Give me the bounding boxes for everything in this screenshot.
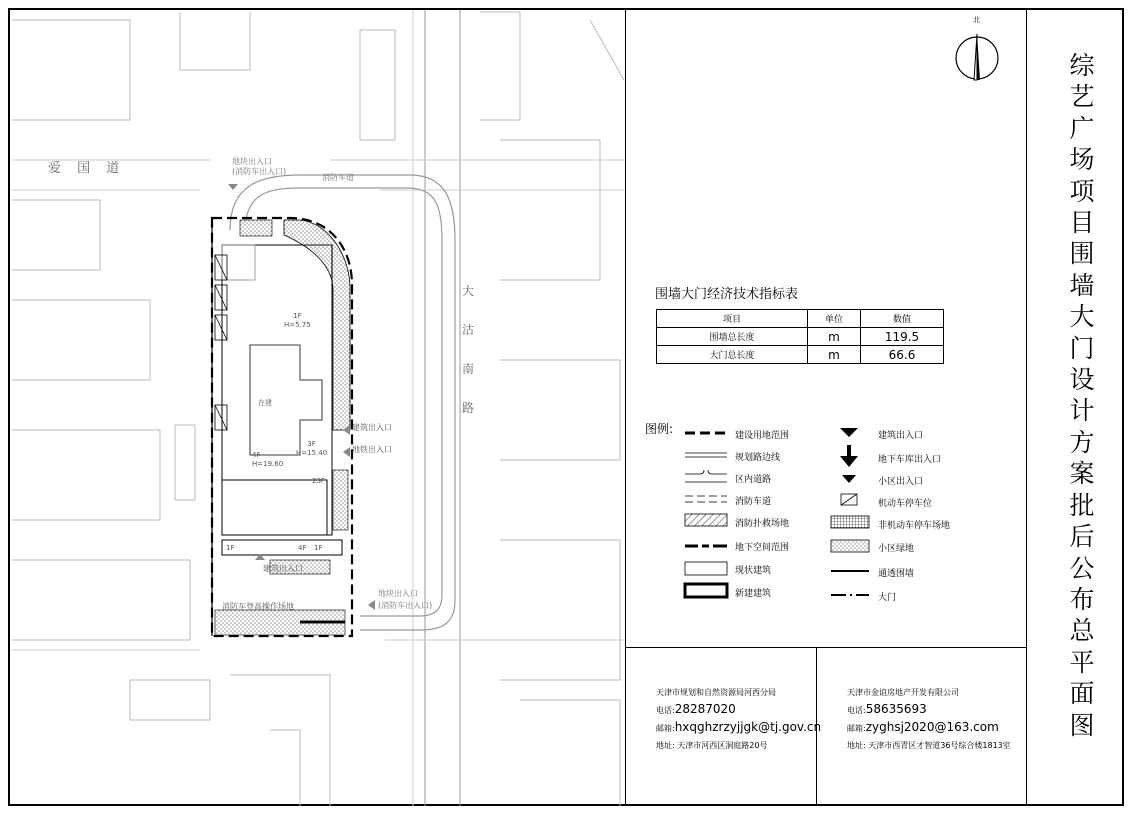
tech-table: [656, 309, 944, 364]
building-23f-label: 23F: [312, 477, 325, 485]
title-char: 墙: [1069, 270, 1095, 300]
contact-org: 天津市金谊房地产开发有限公司: [847, 688, 959, 697]
table-cell: m: [808, 328, 861, 346]
label-line: H=5.75: [284, 321, 311, 329]
road-char: 大: [462, 284, 475, 298]
label-line: 地块出入口: [232, 157, 272, 166]
legend-item: 规划路边线: [735, 453, 781, 463]
table-header-row: [657, 310, 944, 328]
subway-entrance-label: 地铁出入口: [352, 445, 392, 454]
title-char: 平: [1069, 647, 1095, 677]
title-char: 广: [1069, 113, 1095, 143]
legend-item: 区内道路: [735, 475, 772, 485]
legend-item: 地下空间范围: [735, 543, 790, 553]
road-label-dagunan: [462, 272, 474, 428]
label-line: 1F: [293, 312, 302, 320]
contact-address: 地址: 天津市河西区洞庭路20号: [656, 741, 768, 750]
legend-right-symbols: [828, 425, 873, 600]
table-header: 单位: [808, 310, 861, 328]
building-1f-label-a: 1F: [226, 544, 235, 552]
title-char: 计: [1069, 396, 1095, 426]
title-char: 公: [1069, 553, 1095, 583]
label-line: H=19.60: [252, 460, 284, 468]
table-header: 项目: [657, 310, 808, 328]
legend-item: 消防扑救场地: [735, 519, 790, 529]
phone-label: 电话:: [656, 706, 675, 715]
fire-lane-label: 消防车道: [322, 173, 354, 182]
right-entrance-label: [378, 588, 432, 612]
legend-item: 建设用地范围: [735, 431, 790, 441]
building-entrance-label: 建筑出入口: [352, 423, 392, 432]
table-cell: 66.6: [861, 346, 944, 364]
phone-label: 电话:: [847, 706, 866, 715]
legend-item: 非机动车停车场地: [878, 521, 951, 531]
contact-org: 天津市规划和自然资源局河西分局: [656, 688, 776, 697]
legend-item: 建筑出入口: [878, 431, 924, 441]
email-label: 邮箱:: [656, 724, 675, 733]
title-char: 设: [1069, 365, 1095, 395]
building-4f-label: [252, 451, 283, 469]
title-char: 项: [1069, 176, 1095, 206]
label-line: (消防车出入口): [232, 167, 287, 176]
title-char: 面: [1069, 679, 1095, 709]
drawing-title: [1062, 50, 1102, 741]
contact-email: [847, 719, 1011, 737]
divider: [1026, 10, 1027, 806]
title-char: 总: [1069, 616, 1095, 646]
fire-rescue-label: 消防车登高操作场地: [222, 602, 294, 611]
title-char: 门: [1069, 333, 1095, 363]
email-label: 邮箱:: [847, 724, 866, 733]
road-char: 路: [462, 401, 475, 415]
table-row: [657, 328, 944, 346]
tech-table-title: 围墙大门经济技术指标表: [655, 287, 799, 302]
email-value: zyghsj2020@163.com: [865, 720, 999, 734]
legend-item: 通透围墙: [878, 569, 915, 579]
contact-developer: [847, 684, 1011, 754]
title-char: 图: [1069, 710, 1095, 740]
phone-value: 28287020: [674, 702, 736, 716]
contact-phone: [656, 701, 821, 719]
contact-email: [656, 719, 821, 737]
title-char: 布: [1069, 584, 1095, 614]
email-value: hxqghzrzyjjgk@tj.gov.cn: [674, 720, 822, 734]
site-plan-map: [10, 10, 624, 806]
legend-item: 现状建筑: [735, 566, 772, 576]
table-cell: 围墙总长度: [657, 328, 808, 346]
legend-item: 地下车库出入口: [878, 455, 942, 465]
contact-address: 地址: 天津市西青区才智道36号综合楼1813室: [847, 741, 1011, 750]
title-char: 综: [1069, 51, 1095, 80]
legend-item: 大门: [878, 593, 897, 603]
title-char: 案: [1069, 459, 1095, 489]
title-char: 艺: [1069, 82, 1095, 112]
building-entrance-label-2: 建筑出入口: [263, 564, 303, 573]
phone-value: 58635693: [865, 702, 927, 716]
title-char: 围: [1069, 239, 1095, 269]
label-line: 4F: [252, 451, 261, 459]
building-1f-label-c: 1F: [314, 544, 323, 552]
title-char: 批: [1069, 490, 1095, 520]
top-entrance-label: [232, 157, 286, 177]
table-row: [657, 346, 944, 364]
label-line: 地块出入口: [378, 589, 418, 598]
legend-item: 小区绿地: [878, 544, 915, 554]
table-cell: 大门总长度: [657, 346, 808, 364]
contact-phone: [847, 701, 1011, 719]
label-line: (消防车出入口): [378, 601, 433, 610]
north-label: 北: [973, 16, 980, 24]
title-char: 目: [1069, 208, 1095, 238]
building-4f-label-b: 4F: [298, 544, 307, 552]
legend-item: 小区出入口: [878, 477, 924, 487]
road-label-aiguo: 爱 国 道: [48, 161, 126, 176]
building-1f-label: [284, 312, 311, 330]
legend-item: 新建建筑: [735, 589, 772, 599]
road-char: 南: [462, 362, 475, 376]
legend-item: 消防车道: [735, 497, 772, 507]
title-char: 大: [1069, 302, 1095, 332]
legend-left-symbols: [682, 425, 742, 600]
title-char: 方: [1069, 427, 1095, 457]
legend-title: 图例:: [645, 422, 674, 436]
table-cell: m: [808, 346, 861, 364]
divider: [626, 647, 1027, 648]
building-3f-label: [296, 440, 327, 458]
north-arrow-icon: [952, 18, 1002, 86]
title-char: 后: [1069, 522, 1095, 552]
contact-planning-bureau: [656, 684, 821, 754]
title-char: 场: [1069, 145, 1095, 175]
divider: [625, 10, 626, 806]
road-char: 沽: [462, 323, 475, 337]
label-line: 3F: [307, 440, 316, 448]
table-header: 数值: [861, 310, 944, 328]
label-line: H=15.40: [296, 449, 328, 457]
legend-item: 机动车停车位: [878, 499, 933, 509]
building-under-construction-label: 在建: [258, 399, 272, 407]
table-cell: 119.5: [861, 328, 944, 346]
